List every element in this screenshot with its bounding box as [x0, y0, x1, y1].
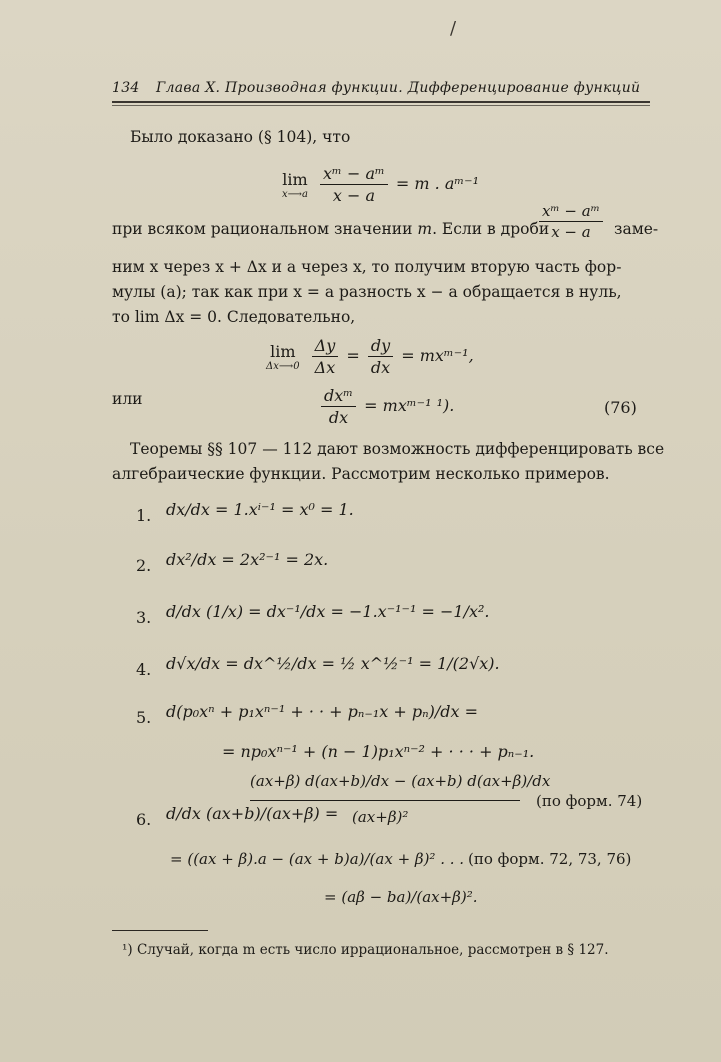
limit-fraction: $\frac{\text{xᵐ − aᵐ}}{x - a}$	[320, 164, 388, 205]
paragraph-theorems: Теоремы §§ 107 — 112 дают возможность дифференцировать все	[130, 440, 665, 458]
fraction-bar	[250, 800, 520, 801]
example-number-6: 6.	[136, 810, 152, 829]
paragraph-line-3: ним x через x + Δx и a через x, то получим вторую часть фор-	[112, 258, 622, 276]
paragraph-rational: при всяком рациональном значении m. Если в дроби	[112, 220, 550, 238]
example-6-quotient-rule: (ax+β) d(ax+b)/dx − (ax+b) d(ax+β)/dx	[250, 772, 551, 790]
example-5: d(p₀xⁿ + p₁xⁿ⁻¹ + · · + pₙ₋₁x + pₙ)/dx =	[166, 702, 478, 721]
example-number-4: 4.	[136, 660, 152, 679]
lim-operator-2: lim Δx⟶0	[266, 341, 300, 372]
footnote: ¹) Случай, когда m есть число иррациональное, рассмотрен в § 127.	[122, 942, 609, 958]
example-5-continuation: = np₀xⁿ⁻¹ + (n − 1)p₁xⁿ⁻² + · · · + pₙ₋₁.	[222, 742, 535, 761]
word-or: или	[112, 390, 143, 408]
example-4: d√x/dx = dx^½/dx = ½ x^½⁻¹ = 1/(2√x).	[166, 654, 500, 673]
lim-operator: lim x⟶a	[282, 169, 308, 200]
example-number-1: 1.	[136, 506, 152, 525]
footnote-rule	[112, 930, 208, 931]
equation-76: $\frac{\text{dxᵐ}}{dx}$ = mxᵐ⁻¹ ¹).	[318, 386, 454, 427]
example-2: dx²/dx = 2x²⁻¹ = 2x.	[166, 550, 329, 569]
example-6-result: = (aβ − ba)/(ax+β)².	[324, 888, 478, 906]
example-6-formula-ref-2: (по форм. 72, 73, 76)	[468, 850, 632, 868]
equation-limit-2: lim Δx⟶0 $\frac{\Delta y}{\Delta x}$ = $\frac{dy}{dx}$ = mxᵐ⁻¹,	[266, 336, 474, 378]
paragraph-rational-end: заме-	[614, 220, 659, 238]
equation-label-76: (76)	[604, 398, 637, 417]
paragraph-line-5: то lim Δx = 0. Следовательно,	[112, 308, 356, 326]
example-6-formula-ref-1: (по форм. 74)	[536, 792, 643, 810]
header-rule-thin	[112, 105, 650, 106]
example-number-3: 3.	[136, 608, 152, 627]
page-number: 134	[112, 80, 140, 96]
running-title: Глава X. Производная функции. Дифференцирование функций	[156, 80, 641, 96]
equation-limit-1: lim x⟶a $\frac{\text{xᵐ − aᵐ}}{x - a}$ = m . aᵐ⁻¹	[282, 164, 480, 206]
example-number-5: 5.	[136, 708, 152, 727]
example-3: d/dx (1/x) = dx⁻¹/dx = −1.x⁻¹⁻¹ = −1/x².	[166, 602, 490, 621]
example-6-step-2: = ((ax + β).a − (ax + b)a)/(ax + β)² . . .	[170, 850, 465, 868]
paragraph-line-4: мулы (a); так как при x = a разность x − a обращается в нуль,	[112, 283, 622, 301]
example-6: d/dx (ax+b)/(ax+β) =	[166, 804, 339, 823]
example-1: dx/dx = 1.xⁱ⁻¹ = x⁰ = 1.	[166, 500, 354, 519]
paragraph-examples: алгебраические функции. Рассмотрим несколько примеров.	[112, 465, 610, 483]
inline-fraction: $\frac{\text{xᵐ − aᵐ}}{x - a}$	[536, 202, 606, 241]
pencil-mark: /	[450, 18, 457, 39]
example-number-2: 2.	[136, 556, 152, 575]
header-rule	[112, 101, 650, 103]
example-6-denominator: (ax+β)²	[352, 808, 409, 826]
paragraph-intro: Было доказано (§ 104), что	[130, 128, 351, 146]
